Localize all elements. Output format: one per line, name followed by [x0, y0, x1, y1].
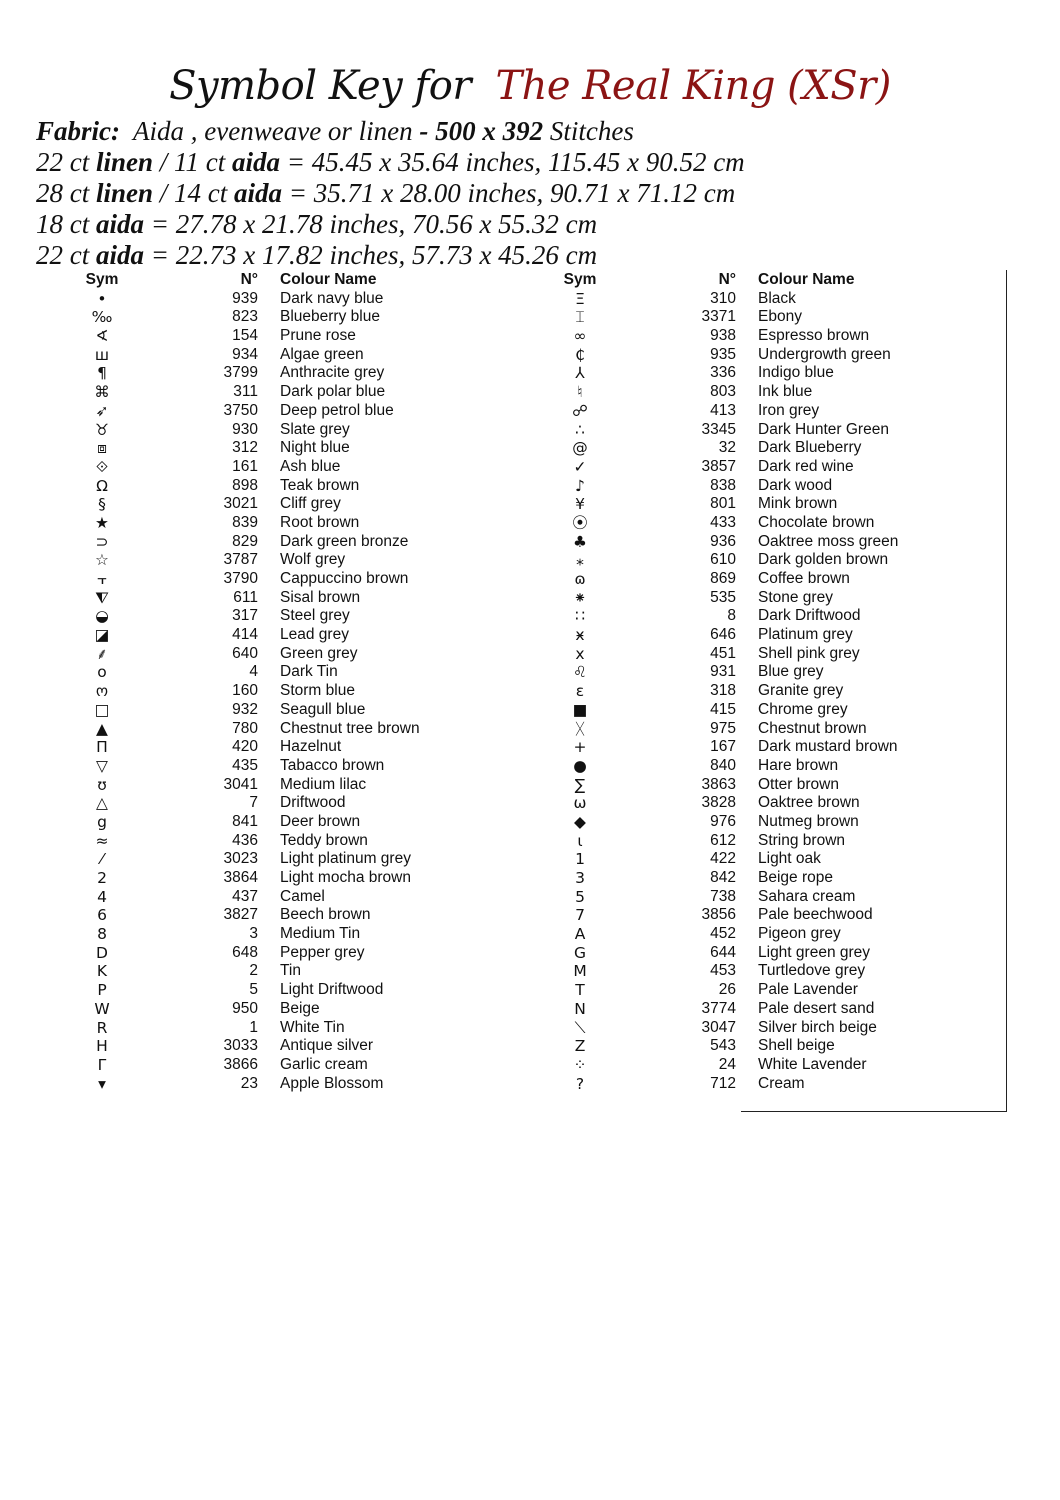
colour-name-cell: Prune rose: [280, 327, 356, 345]
number-cell: 437: [232, 887, 258, 905]
number-cell: 712: [710, 1074, 736, 1092]
symbol-cell: 5: [575, 887, 585, 906]
symbol-cell: ✓: [573, 457, 587, 476]
symbol-cell: ш: [94, 345, 110, 364]
symbol-cell: ◆: [574, 812, 586, 831]
symbol-cell: 7: [575, 906, 585, 925]
colour-name-cell: Nutmeg brown: [758, 812, 859, 830]
symbol-cell: ω: [573, 794, 587, 813]
symbol-cell: ♣: [573, 532, 587, 551]
number-cell: 829: [232, 532, 258, 550]
number-cell: 3774: [701, 999, 736, 1017]
symbol-cell: 2: [97, 869, 107, 887]
symbol-cell: ‰: [91, 308, 113, 327]
size-count-alt: / 11 ct: [153, 147, 233, 177]
colour-name-cell: Granite grey: [758, 682, 844, 700]
symbol-cell: ᚷ: [575, 719, 585, 738]
colour-name-cell: Light mocha brown: [280, 869, 411, 886]
colour-name-cell: Apple Blossom: [280, 1074, 384, 1092]
colour-name-cell: Storm blue: [280, 682, 355, 700]
colour-name-cell: Light oak: [758, 850, 821, 868]
number-cell: 32: [718, 439, 736, 457]
stitch-count: 500 x 392: [435, 116, 544, 146]
symbol-cell: ε: [575, 682, 585, 701]
size-line: [36, 178, 1036, 209]
colour-name-cell: Deep petrol blue: [280, 401, 394, 419]
symbol-cell: Ω: [96, 476, 108, 495]
number-cell: 3866: [223, 1055, 258, 1073]
pattern-name: The Real King (XSr): [495, 63, 891, 109]
colour-name-cell: Driftwood: [280, 794, 346, 812]
colour-name-cell: Oaktree moss green: [758, 532, 899, 550]
number-cell: 935: [710, 345, 736, 363]
number-cell: 950: [232, 999, 258, 1017]
symbol-cell: P: [97, 981, 107, 1000]
title-prefix: Symbol Key for: [169, 63, 472, 109]
symbol-cell: ⦿: [572, 513, 588, 532]
number-cell: 3857: [701, 457, 736, 475]
symbol-cell: ⟐: [95, 457, 109, 476]
number-cell: 452: [710, 925, 736, 943]
number-cell: 644: [710, 943, 736, 961]
colour-name-cell: Sahara cream: [758, 887, 856, 905]
colour-name-cell: Beech brown: [280, 906, 371, 924]
size-fabric: linen: [96, 147, 154, 177]
colour-name-cell: Dark green bronze: [280, 532, 409, 550]
number-cell: 931: [710, 663, 736, 681]
number-cell: 975: [710, 719, 736, 737]
number-cell: 24: [718, 1055, 736, 1073]
number-cell: 823: [232, 308, 258, 326]
colour-name-cell: Tin: [280, 962, 301, 980]
symbol-cell: •: [97, 289, 107, 308]
symbol-cell: ♮: [577, 383, 583, 402]
number-cell: 2: [249, 962, 258, 980]
number-cell: 420: [232, 738, 258, 756]
table-frame-bottom-rule: [741, 1111, 1007, 1112]
colour-name-cell: Lead grey: [280, 626, 349, 644]
number-cell: 840: [710, 756, 736, 774]
colour-name-cell: Dark golden brown: [758, 551, 889, 569]
number-cell: 8: [727, 607, 736, 625]
symbol-cell: ӿ: [575, 626, 585, 645]
symbol-cell: ⅄: [575, 364, 585, 383]
colour-name-cell: Dark Hunter Green: [758, 420, 889, 438]
size-dims: = 35.71 x 28.00 inches, 90.71 x 71.12 cm: [282, 178, 736, 208]
symbol-cell: ♪: [575, 476, 585, 495]
number-cell: 167: [710, 738, 736, 756]
fabric-dash: -: [412, 116, 436, 146]
symbol-cell: @: [572, 439, 588, 458]
colour-name-cell: Mink brown: [758, 495, 838, 513]
number-cell: 3787: [223, 551, 258, 569]
number-cell: 535: [710, 588, 736, 606]
colour-name-cell: Pale Lavender: [758, 981, 858, 999]
number-cell: 3047: [701, 1018, 736, 1036]
colour-name-cell: Ash blue: [280, 457, 341, 475]
symbol-cell: ⸙: [96, 644, 108, 663]
colour-name-cell: Dark navy blue: [280, 289, 384, 307]
colour-name-cell: Dark red wine: [758, 457, 854, 475]
number-cell: 803: [710, 383, 736, 401]
number-cell: 7: [249, 794, 258, 812]
symbol-cell: ▾: [98, 1074, 106, 1093]
symbol-cell: 4: [97, 887, 107, 906]
colour-name-cell: Anthracite grey: [280, 364, 385, 382]
size-count: 18 ct: [36, 209, 96, 239]
header-num: N°: [240, 271, 258, 288]
colour-name-cell: Dark mustard brown: [758, 738, 898, 756]
colour-name-cell: Pigeon grey: [758, 925, 841, 943]
header-colour-name: Colour Name: [758, 271, 855, 288]
table-frame-right-rule: [1006, 270, 1007, 1112]
number-cell: 543: [710, 1037, 736, 1055]
colour-name-cell: Steel grey: [280, 607, 350, 625]
colour-name-cell: Shell beige: [758, 1037, 835, 1055]
number-cell: 842: [710, 869, 736, 886]
colour-name-cell: Medium lilac: [280, 775, 367, 793]
size-count: 22 ct: [36, 147, 96, 177]
colour-name-cell: Light green grey: [758, 943, 871, 961]
header-sym: Sym: [85, 271, 119, 288]
colour-name-cell: Pepper grey: [280, 943, 365, 961]
symbol-cell: ➶: [95, 401, 109, 420]
colour-name-cell: Hare brown: [758, 756, 839, 774]
symbol-cell: ∑: [574, 775, 586, 794]
size-dims: = 22.73 x 17.82 inches, 57.73 x 45.26 cm: [144, 240, 598, 270]
colour-name-cell: Otter brown: [758, 775, 839, 793]
colour-name-cell: String brown: [758, 831, 846, 849]
size-count-alt: / 14 ct: [153, 178, 235, 208]
symbol-cell: W: [94, 999, 110, 1018]
number-cell: 161: [232, 457, 258, 475]
colour-name-cell: Cream: [758, 1074, 805, 1092]
number-cell: 611: [233, 588, 258, 606]
number-cell: 451: [710, 644, 736, 662]
colour-name-cell: Camel: [280, 887, 325, 905]
colour-name-cell: Espresso brown: [758, 327, 870, 345]
symbol-cell: ɩ: [577, 831, 583, 850]
colour-name-cell: Blueberry blue: [280, 308, 380, 326]
number-cell: 4: [249, 663, 258, 681]
symbol-cell: D: [96, 943, 108, 962]
colour-name-cell: Pale beechwood: [758, 906, 873, 924]
colour-name-cell: Teddy brown: [280, 831, 368, 849]
symbol-cell: ⧈: [97, 439, 107, 458]
symbol-cell: Z: [574, 1037, 586, 1056]
colour-name-cell: Green grey: [280, 644, 358, 662]
colour-name-cell: Ebony: [758, 308, 802, 326]
symbol-cell: A: [574, 925, 586, 944]
number-cell: 869: [710, 570, 736, 587]
number-cell: 3828: [701, 794, 736, 812]
colour-name-cell: Silver birch beige: [758, 1018, 877, 1036]
number-cell: 3371: [701, 308, 736, 326]
number-cell: 435: [232, 756, 258, 774]
number-cell: 839: [232, 513, 258, 531]
colour-name-cell: Coffee brown: [758, 570, 850, 587]
symbol-cell: x: [575, 644, 585, 663]
number-cell: 646: [710, 626, 736, 644]
number-cell: 934: [232, 345, 258, 363]
colour-name-cell: Antique silver: [280, 1037, 374, 1055]
number-cell: 422: [710, 850, 736, 868]
number-cell: 610: [710, 551, 736, 569]
size-line: [36, 147, 1036, 178]
header-num: N°: [718, 271, 736, 288]
colour-name-cell: Dark Driftwood: [758, 607, 861, 625]
colour-name-cell: Black: [758, 289, 796, 307]
colour-name-cell: Cliff grey: [280, 495, 341, 513]
colour-name-cell: Platinum grey: [758, 626, 853, 644]
size-fabric: linen: [96, 178, 154, 208]
colour-name-cell: Chrome grey: [758, 700, 848, 718]
size-fabric-alt: aida: [234, 178, 283, 208]
size-count: 22 ct: [36, 240, 96, 270]
header-sym: Sym: [563, 271, 597, 288]
colour-name-cell: Hazelnut: [280, 738, 342, 756]
symbol-cell: ☆: [95, 551, 109, 570]
symbol-cell: Π: [96, 738, 108, 757]
number-cell: 414: [232, 626, 258, 644]
size-dims: = 45.45 x 35.64 inches, 115.45 x 90.52 cm: [280, 147, 745, 177]
symbol-cell: ▲: [96, 719, 108, 738]
number-cell: 939: [232, 289, 258, 307]
number-cell: 3827: [223, 906, 258, 924]
symbol-cell: ⁘: [573, 1055, 587, 1074]
number-cell: 936: [710, 532, 736, 550]
colour-name-cell: Seagull blue: [280, 700, 366, 718]
symbol-cell: ⫟: [97, 570, 107, 588]
symbol-cell: 3: [575, 869, 585, 887]
symbol-cell: ⊃: [95, 532, 109, 551]
colour-name-cell: Indigo blue: [758, 364, 834, 382]
number-cell: 976: [710, 812, 736, 830]
symbol-cell: R: [96, 1018, 108, 1037]
symbol-cell: §: [98, 495, 106, 514]
symbol-cell: K: [96, 962, 108, 981]
number-cell: 436: [232, 831, 258, 849]
colour-name-cell: Ink blue: [758, 383, 813, 401]
number-cell: 310: [710, 289, 736, 307]
symbol-cell: ʊ: [97, 775, 107, 794]
symbol-cell: ■: [572, 700, 588, 719]
number-cell: 841: [232, 812, 258, 830]
size-fabric: aida: [96, 240, 145, 270]
size-line: [36, 209, 1036, 240]
colour-name-cell: Undergrowth green: [758, 345, 891, 363]
colour-name-cell: Light platinum grey: [280, 850, 411, 868]
number-cell: 898: [232, 476, 258, 494]
number-cell: 3023: [223, 850, 258, 868]
symbol-cell: ₵: [575, 345, 585, 364]
symbol-cell: ⁕: [573, 588, 587, 607]
number-cell: 312: [232, 439, 258, 457]
header-colour-name: Colour Name: [280, 271, 377, 288]
symbol-cell: □: [94, 700, 110, 719]
number-cell: 5: [249, 981, 258, 999]
symbol-cell: ♉: [95, 420, 109, 439]
symbol-cell: ⧨: [95, 588, 109, 607]
symbol-cell: ?: [575, 1074, 585, 1093]
colour-name-cell: Light Driftwood: [280, 981, 384, 999]
number-cell: 413: [710, 401, 736, 419]
colour-name-cell: Dark Blueberry: [758, 439, 862, 457]
colour-name-cell: Stone grey: [758, 588, 833, 606]
page-title: [0, 56, 1060, 116]
symbol-cell: ⟍: [574, 1018, 586, 1037]
number-cell: 453: [710, 962, 736, 980]
colour-name-cell: Deer brown: [280, 812, 361, 830]
number-cell: 1: [249, 1018, 258, 1036]
fabric-label: Fabric:: [36, 116, 120, 146]
number-cell: 3021: [223, 495, 258, 513]
colour-name-cell: Chestnut tree brown: [280, 719, 420, 737]
colour-name-cell: Root brown: [280, 513, 360, 531]
symbol-cell: M: [573, 962, 587, 981]
symbol-cell: ∞: [573, 327, 587, 346]
colour-name-cell: Pale desert sand: [758, 999, 875, 1017]
colour-name-cell: Beige rope: [758, 869, 833, 886]
symbol-cell: ◒: [95, 607, 109, 626]
number-cell: 640: [232, 644, 258, 662]
colour-name-cell: White Lavender: [758, 1055, 867, 1073]
symbol-cell: ◪: [94, 626, 110, 645]
number-cell: 318: [710, 682, 736, 700]
symbol-cell: T: [575, 981, 585, 1000]
colour-name-cell: Dark polar blue: [280, 383, 386, 401]
number-cell: 801: [710, 495, 736, 513]
number-cell: 26: [718, 981, 736, 999]
colour-name-cell: Chocolate brown: [758, 513, 875, 531]
symbol-cell: ⌶: [575, 308, 585, 327]
number-cell: 738: [710, 887, 736, 905]
symbol-cell: g: [97, 812, 107, 831]
number-cell: 317: [232, 607, 258, 625]
symbol-cell: Γ: [97, 1055, 107, 1074]
symbol-cell: ♌: [573, 663, 587, 682]
symbol-cell: Ξ: [575, 289, 585, 308]
symbol-cell: ¶: [97, 364, 107, 383]
symbol-cell: ▽: [96, 756, 108, 775]
symbol-cell: ɷ: [574, 570, 586, 588]
colour-name-cell: Turtledove grey: [758, 962, 866, 980]
number-cell: 3750: [223, 401, 258, 419]
number-cell: 3856: [701, 906, 736, 924]
size-fabric-alt: aida: [232, 147, 281, 177]
colour-name-cell: Teak brown: [280, 476, 360, 494]
symbol-cell: ●: [573, 756, 587, 775]
number-cell: 154: [232, 327, 258, 345]
number-cell: 23: [240, 1074, 258, 1092]
symbol-cell: +: [573, 738, 587, 757]
number-cell: 932: [232, 700, 258, 718]
symbol-cell: ☍: [572, 401, 588, 420]
symbol-cell: N: [574, 999, 586, 1018]
number-cell: 3345: [701, 420, 736, 438]
symbol-cell: o: [97, 663, 107, 682]
number-cell: 648: [232, 943, 258, 961]
colour-name-cell: Sisal brown: [280, 588, 361, 606]
size-count: 28 ct: [36, 178, 96, 208]
number-cell: 930: [232, 420, 258, 438]
colour-name-cell: Slate grey: [280, 420, 350, 438]
symbol-cell: ∷: [575, 607, 585, 626]
colour-name-cell: Garlic cream: [280, 1055, 368, 1073]
number-cell: 3864: [223, 869, 258, 886]
number-cell: 160: [232, 682, 258, 700]
symbol-cell: 1: [575, 850, 585, 869]
colour-name-cell: Dark wood: [758, 476, 833, 494]
number-cell: 311: [233, 383, 258, 401]
colour-name-cell: Night blue: [280, 439, 350, 457]
symbol-cell: H: [96, 1037, 108, 1056]
symbol-cell: 8: [97, 925, 107, 944]
stitches-word: Stitches: [549, 116, 634, 146]
number-cell: 838: [710, 476, 736, 494]
symbol-cell: 6: [97, 906, 107, 925]
colour-name-cell: White Tin: [280, 1018, 345, 1036]
colour-name-cell: Medium Tin: [280, 925, 361, 943]
symbol-cell: ⁎: [576, 551, 584, 570]
colour-name-cell: Beige: [280, 999, 320, 1017]
number-cell: 3790: [223, 570, 258, 587]
symbol-cell: △: [96, 794, 108, 813]
colour-name-cell: Blue grey: [758, 663, 824, 681]
number-cell: 3: [249, 925, 258, 943]
number-cell: 3799: [223, 364, 258, 382]
colour-name-cell: Wolf grey: [280, 551, 346, 569]
fabric-text: Aida , evenweave or linen: [133, 116, 413, 146]
number-cell: 780: [232, 719, 258, 737]
symbol-cell: ★: [95, 513, 109, 532]
number-cell: 3041: [223, 775, 258, 793]
symbol-cell: ⁄: [100, 850, 104, 869]
colour-name-cell: Oaktree brown: [758, 794, 860, 812]
symbol-cell: ¥: [575, 495, 585, 514]
size-dims: = 27.78 x 21.78 inches, 70.56 x 55.32 cm: [144, 209, 598, 239]
colour-name-cell: Shell pink grey: [758, 644, 860, 662]
symbol-cell: G: [573, 943, 586, 962]
symbol-cell: ∢: [95, 327, 109, 346]
number-cell: 612: [710, 831, 736, 849]
fabric-line: [36, 116, 1036, 147]
size-fabric: aida: [96, 209, 145, 239]
symbol-cell: ≈: [95, 831, 109, 850]
symbol-cell: ⌘: [94, 383, 110, 402]
fabric-specs: [36, 116, 1036, 271]
number-cell: 336: [710, 364, 736, 382]
colour-name-cell: Chestnut brown: [758, 719, 867, 737]
colour-name-cell: Algae green: [280, 345, 364, 363]
symbol-cell: ო: [95, 682, 109, 701]
number-cell: 3863: [701, 775, 736, 793]
number-cell: 3033: [223, 1037, 258, 1055]
symbol-cell: ∴: [575, 420, 585, 439]
colour-name-cell: Cappuccino brown: [280, 570, 409, 587]
colour-name-cell: Dark Tin: [280, 663, 338, 681]
number-cell: 415: [710, 700, 736, 718]
size-line: [36, 240, 1036, 271]
number-cell: 938: [710, 327, 736, 345]
colour-name-cell: Tabacco brown: [280, 756, 385, 774]
colour-name-cell: Iron grey: [758, 401, 820, 419]
number-cell: 433: [710, 513, 736, 531]
